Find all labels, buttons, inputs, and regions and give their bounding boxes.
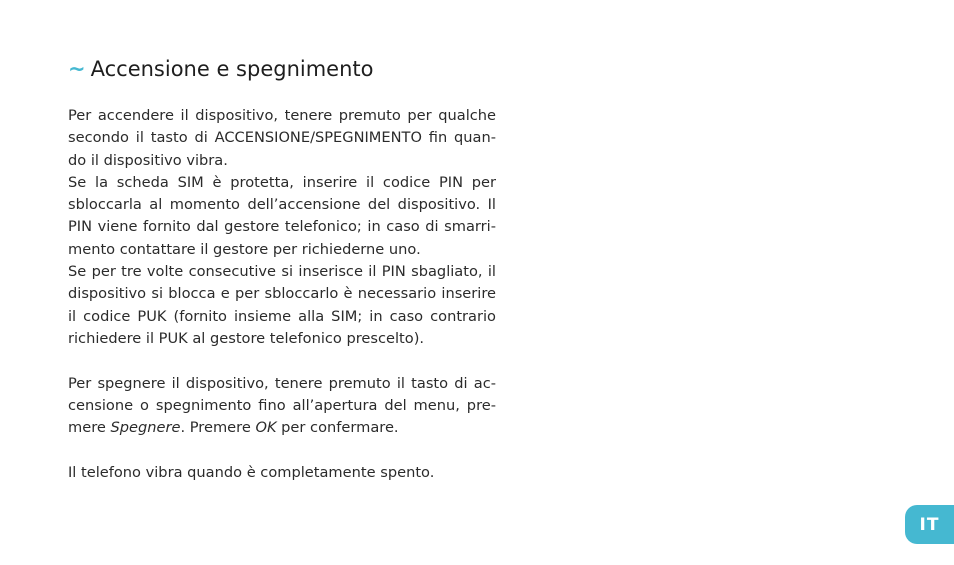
paragraph-vibrate-off: Il telefono vibra quando è completamente spento. [68,463,435,481]
section-heading [68,54,373,84]
power-off-ok-key: OK [255,419,277,437]
paragraph-sim-pin: Se la scheda SIM è protetta, inserire il codice PIN per sbloccarla al momento dell’accensione del dispositivo. Il PIN viene fornito dal gestore telefonico; in caso di smarri-mento contattare il gestore per richiederne uno. [68,173,496,258]
language-tab [905,505,954,544]
power-off-menu-item: Spegnere [110,419,181,437]
power-off-text-3: per confermare. [276,419,399,437]
power-off-text-1: Per spegnere il dispositivo, tenere premuto il tasto di ac-censione o spegnimento fino all’apertura del menu, pre-mere [68,374,496,437]
heading-marker: ~ [68,57,86,81]
paragraph-puk: Se per tre volte consecutive si inserisce il PIN sbagliato, il dispositivo si blocca e per sbloccarlo è necessario inserire il codice PUK (fornito insieme alla SIM; in caso contrario richiedere il PUK al gestore telefonico prescelto). [68,263,496,347]
paragraph-power-on: Per accendere il dispositivo, tenere premuto per qualche secondo il tasto di ACCENSIONE/SPEGNIMENTO fin quan-do il dispositivo vibra. [68,107,496,169]
paragraph-power-off [68,373,496,440]
power-off-text-2: . Premere [180,419,256,437]
body-text [68,105,496,484]
heading-title: Accensione e spegnimento [90,57,374,81]
language-tab-label: IT [919,514,940,535]
